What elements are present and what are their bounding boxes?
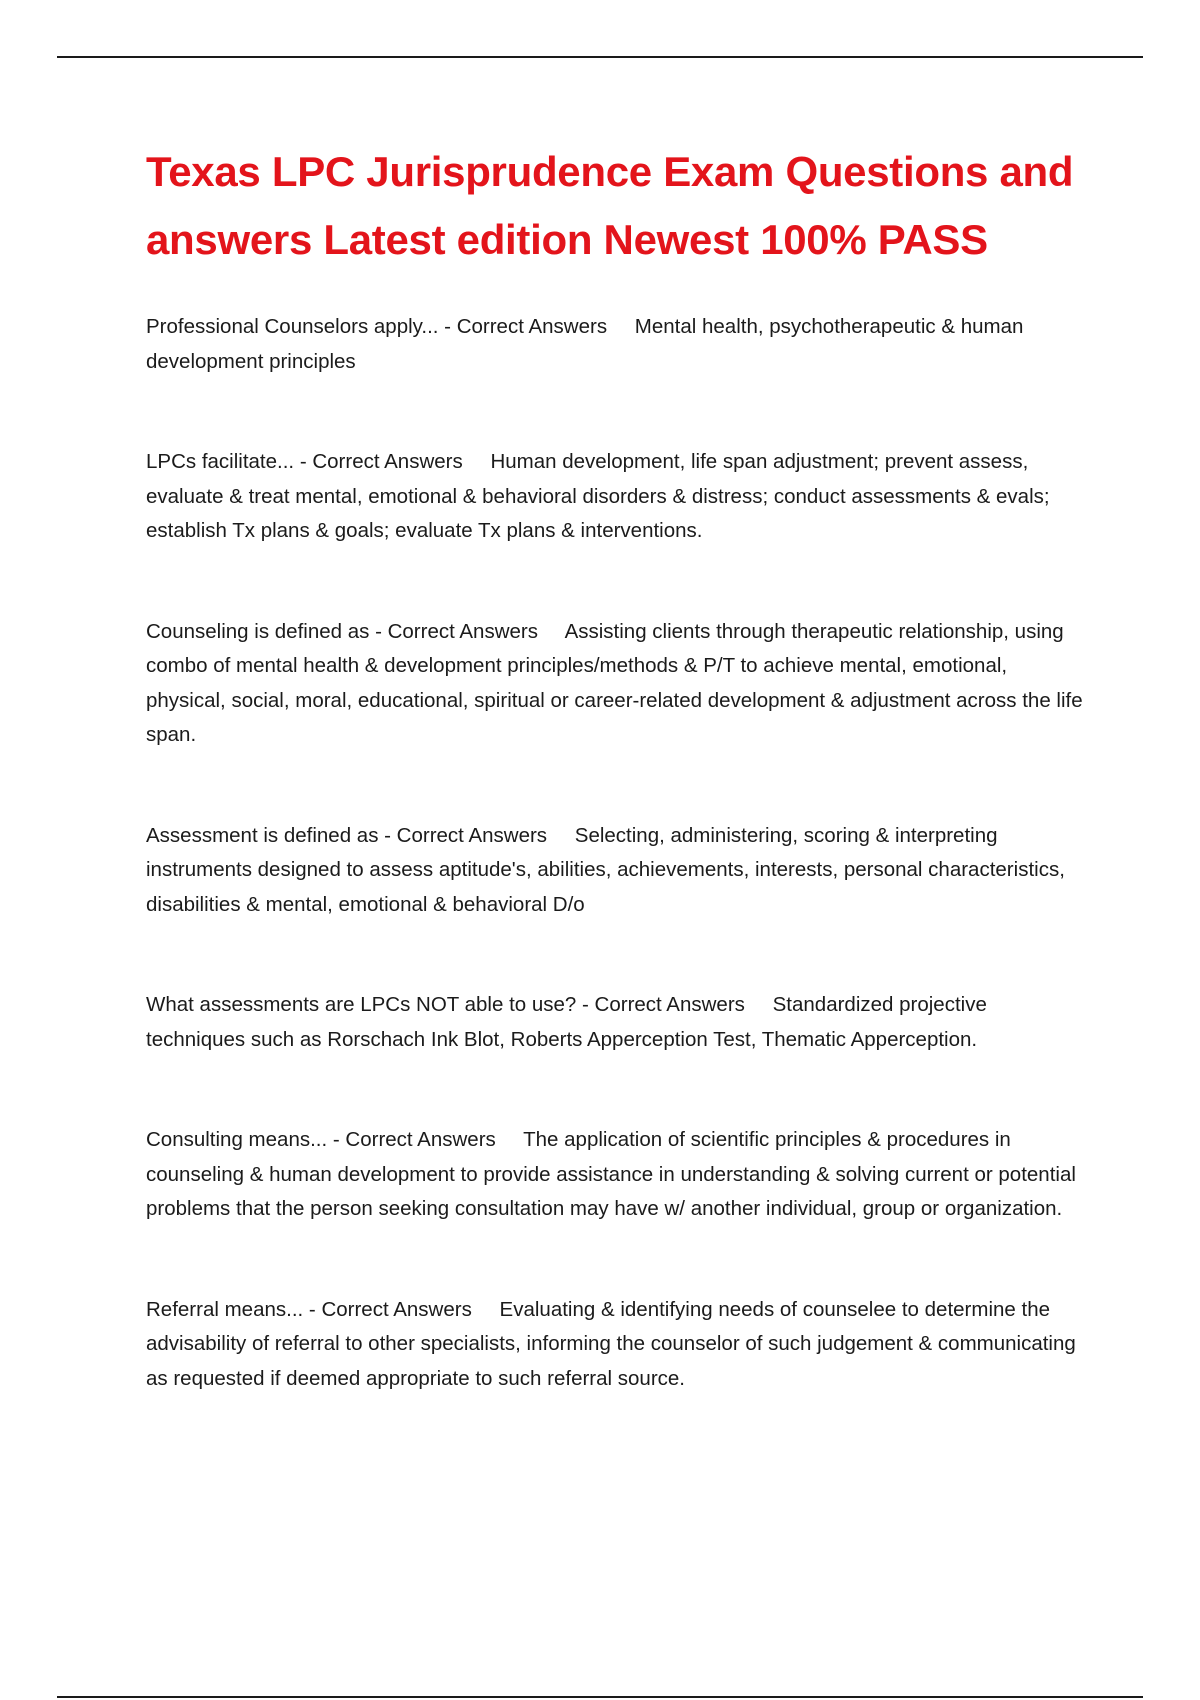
qa-question: Counseling is defined as -: [146, 620, 388, 643]
answer-label: Correct Answers: [456, 315, 608, 338]
qa-item: [146, 310, 1086, 379]
document-body: [146, 138, 1086, 1462]
qa-question: What assessments are LPCs NOT able to use? -: [146, 993, 595, 1016]
answer-label: Correct Answers: [321, 1297, 472, 1321]
answer-label: Correct Answers: [396, 823, 548, 847]
answer-label: Correct Answers: [312, 450, 463, 473]
qa-item: [146, 445, 1086, 549]
qa-answer: Standardized projective techniques such as Rorschach Ink Blot, Roberts Apperception Test, Thematic Apperception.: [146, 993, 987, 1051]
qa-answer: Selecting, administering, scoring & interpreting instruments designed to assess aptitude's, abilities, achievements, interests, personal characteristics, disabilities & mental, emotional & behavioral D/o: [146, 823, 1065, 916]
qa-item: [146, 1293, 1086, 1397]
qa-answer: The application of scientific principles & procedures in counseling & human development to provide assistance in understanding & solving current or potential problems that the person seeking consultation may have w/ another individual, group or organization.: [146, 1128, 1076, 1220]
qa-answer: Human development, life span adjustment; prevent assess, evaluate & treat mental, emotional & behavioral disorders & distress; conduct assessments & evals; establish Tx plans & goals; evaluate Tx plans & interventions.: [146, 450, 1050, 542]
document-title: Texas LPC Jurisprudence Exam Questions and answers Latest edition Newest 100% PASS: [146, 148, 1074, 263]
qa-question: Consulting means... -: [146, 1128, 345, 1151]
qa-answer: Evaluating & identifying needs of counselee to determine the advisability of referral to other specialists, informing the counselor of such judgement & communicating as requested if deemed appropriate to such referral source.: [146, 1297, 1076, 1390]
qa-item: [146, 615, 1086, 753]
qa-answer: Assisting clients through therapeutic relationship, using combo of mental health & development principles/methods & P/T to achieve mental, emotional, physical, social, moral, educational, spiritual or career-related development & adjustment across the life span.: [146, 619, 1083, 746]
qa-question: Professional Counselors apply... -: [146, 315, 457, 338]
answer-label: Correct Answers: [345, 1128, 496, 1151]
qa-question: LPCs facilitate... -: [146, 450, 312, 473]
qa-question: Referral means... -: [146, 1298, 321, 1321]
answer-label: Correct Answers: [387, 619, 538, 643]
top-rule: [57, 56, 1143, 58]
qa-item: [146, 988, 1086, 1057]
qa-question: Assessment is defined as -: [146, 824, 397, 847]
qa-item: [146, 819, 1086, 923]
qa-item: [146, 1123, 1086, 1227]
qa-answer: Mental health, psychotherapeutic & human development principles: [146, 315, 1024, 373]
bottom-rule: [57, 1696, 1143, 1698]
answer-label: Correct Answers: [594, 993, 745, 1016]
qa-list: [146, 310, 1086, 1396]
